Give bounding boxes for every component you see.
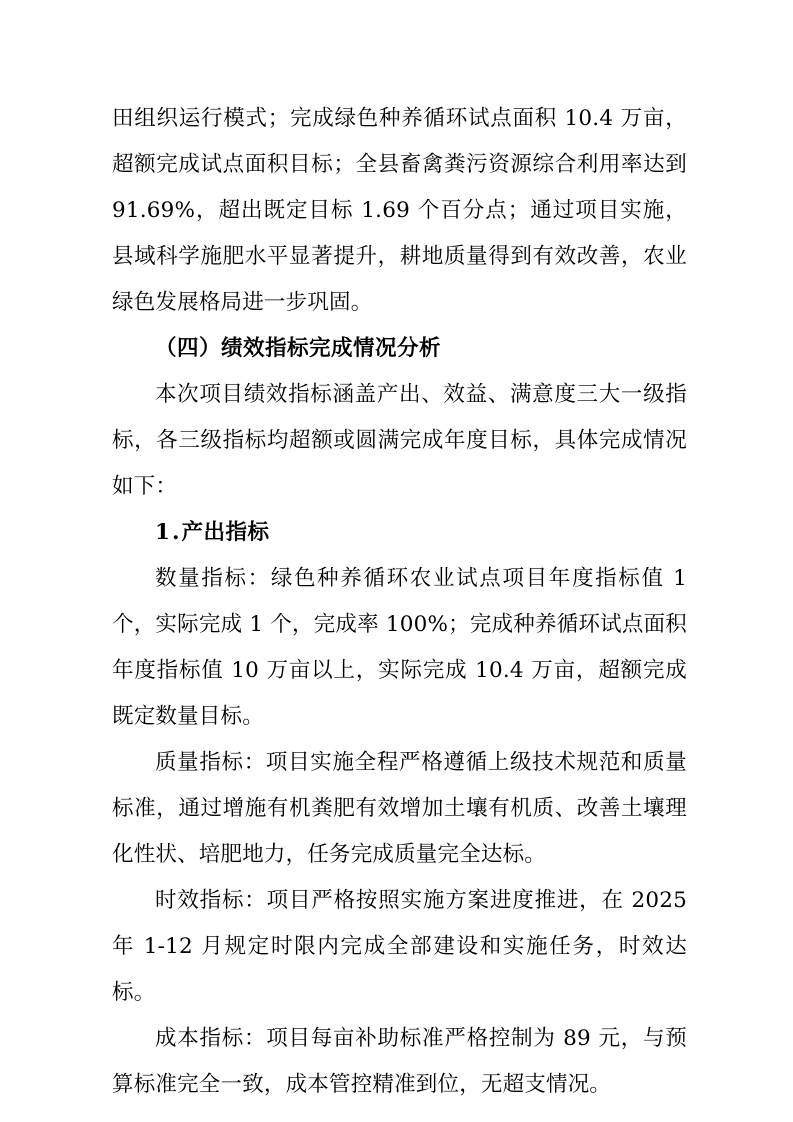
document-body: [112, 96, 687, 1108]
subheading-number: 1.: [155, 520, 182, 545]
subheading-output-indicators: [112, 510, 687, 556]
paragraph-cost-indicator: 成本指标：项目每亩补助标准严格控制为 89 元，与预算标准完全一致，成本管控精准到位，无超支情况。: [112, 1026, 687, 1097]
subheading-text: 产出指标: [181, 520, 270, 545]
section-heading-performance-analysis: （四）绩效指标完成情况分析: [155, 336, 442, 361]
paragraph-continued: 田组织运行模式；完成绿色种养循环试点面积 10.4 万亩，超额完成试点面积目标；全县畜禽粪污资源综合利用率达到 91.69%，超出既定目标 1.69 个百分点；通过项目实施，县域科学施肥水平显著提升，耕地质量得到有效改善，农业绿色发展格局进一步巩固。: [112, 106, 687, 315]
paragraph-quantity-indicator: 数量指标：绿色种养循环农业试点项目年度指标值 1 个，实际完成 1 个，完成率 100%；完成种养循环试点面积年度指标值 10 万亩以上，实际完成 10.4 万亩，超额完成既定数量目标。: [112, 566, 687, 729]
paragraph-indicator-overview: 本次项目绩效指标涵盖产出、效益、满意度三大一级指标，各三级指标均超额或圆满完成年度目标，具体完成情况如下：: [112, 382, 687, 499]
paragraph-timeliness-indicator: 时效指标：项目严格按照实施方案进度推进，在 2025 年 1-12 月规定时限内完成全部建设和实施任务，时效达标。: [112, 888, 687, 1005]
paragraph-quality-indicator: 质量指标：项目实施全程严格遵循上级技术规范和质量标准，通过增施有机粪肥有效增加土壤有机质、改善土壤理化性状、培肥地力，任务完成质量完全达标。: [112, 750, 687, 867]
